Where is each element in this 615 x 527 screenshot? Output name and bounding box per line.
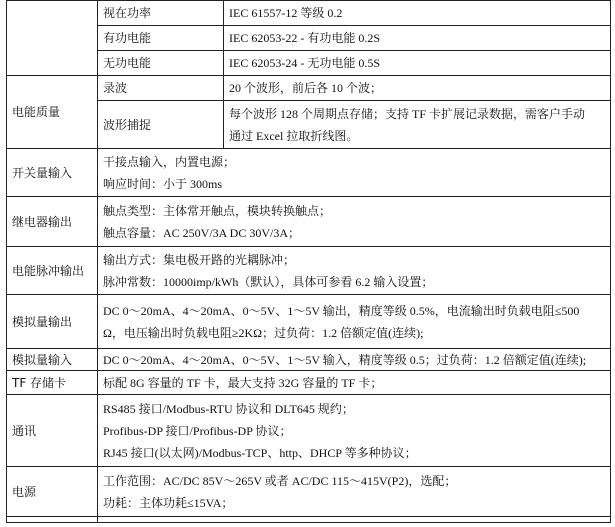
value-analog-input: DC 0～20mA、4～20mA、0～5V、1～5V 输入，精度等级 0.5；过负荷：1.2 倍额定值(连续); xyxy=(98,349,611,371)
waveform-capture-line-2: 通过 Excel 拉取折线图。 xyxy=(229,128,359,143)
category-relay-output: 继电器输出 xyxy=(7,197,98,247)
pulse-output-line-1: 输出方式：集电极开路的光耦脉冲； xyxy=(103,252,296,267)
communication-line-3: RJ45 接口(以太网)/Modbus-TCP、http、DHCP 等多种协议； xyxy=(103,445,417,460)
value-pulse-output xyxy=(98,247,611,295)
category-tf-card: TF 存储卡 xyxy=(7,371,98,395)
analog-output-line-2: Ω，电压输出时负载电阻≥2KΩ；过负荷：1.2 倍额定值(连续); xyxy=(103,325,424,340)
specification-table xyxy=(6,0,611,523)
category-power-supply: 电源 xyxy=(7,467,98,517)
category-cell-blank xyxy=(7,1,98,76)
power-supply-line-2: 功耗：主体功耗≤15VA； xyxy=(103,495,234,510)
value-communication xyxy=(98,395,611,467)
table-row xyxy=(7,295,611,349)
table-row xyxy=(7,517,611,523)
sub-label-apparent-power: 视在功率 xyxy=(98,1,224,26)
sub-label-wave-recording: 录波 xyxy=(98,76,224,101)
table-row xyxy=(7,76,611,101)
value-apparent-power: IEC 61557-12 等级 0.2 xyxy=(224,1,611,26)
category-pulse-output: 电能脉冲输出 xyxy=(7,247,98,295)
table-row xyxy=(7,26,611,51)
sub-label-active-energy: 有功电能 xyxy=(98,26,224,51)
category-communication: 通讯 xyxy=(7,395,98,467)
analog-output-line-1: DC 0～20mA、4～20mA、0～5V、1～5V 输出，精度等级 0.5%，电流输出时负载电阻≤500 xyxy=(103,303,580,318)
trailing-empty-value xyxy=(98,517,611,523)
category-analog-input: 模拟量输入 xyxy=(7,349,98,371)
table-row xyxy=(7,467,611,517)
switch-input-line-1: 干接点输入，内置电源； xyxy=(103,154,236,169)
value-active-energy: IEC 62053-22 - 有功电能 0.2S xyxy=(224,26,611,51)
value-waveform-capture xyxy=(224,101,611,149)
table-row xyxy=(7,371,611,395)
sub-label-reactive-energy: 无功电能 xyxy=(98,51,224,76)
communication-line-1: RS485 接口/Modbus-RTU 协议和 DLT645 规约； xyxy=(103,401,354,416)
table-row xyxy=(7,101,611,149)
category-analog-output: 模拟量输出 xyxy=(7,295,98,349)
power-supply-line-1: 工作范围：AC/DC 85V～265V 或者 AC/DC 115～415V(P2)，选配； xyxy=(103,473,457,488)
table-row xyxy=(7,51,611,76)
communication-line-2: Profibus-DP 接口/Profibus-DP 协议； xyxy=(103,423,292,438)
table-row xyxy=(7,149,611,197)
table-row xyxy=(7,349,611,371)
pulse-output-line-2: 脉冲常数：10000imp/kWh（默认），具体可参看 6.2 输入设置； xyxy=(103,274,434,289)
category-switch-input: 开关量输入 xyxy=(7,149,98,197)
value-wave-recording: 20 个波形，前后各 10 个波； xyxy=(224,76,611,101)
table-row xyxy=(7,1,611,26)
value-reactive-energy: IEC 62053-24 - 无功电能 0.5S xyxy=(224,51,611,76)
switch-input-line-2: 响应时间：小于 300ms xyxy=(103,176,223,191)
trailing-empty-cell xyxy=(7,517,98,523)
value-power-supply xyxy=(98,467,611,517)
sub-label-waveform-capture: 波形捕捉 xyxy=(98,101,224,149)
relay-output-line-2: 触点容量：AC 250V/3A DC 30V/3A； xyxy=(103,225,301,240)
category-power-quality: 电能质量 xyxy=(7,76,98,149)
waveform-capture-line-1: 每个波形 128 个周期点存储；支持 TF 卡扩展记录数据，需客户手动 xyxy=(229,106,586,121)
value-analog-output xyxy=(98,295,611,349)
value-relay-output xyxy=(98,197,611,247)
value-switch-input xyxy=(98,149,611,197)
table-row xyxy=(7,395,611,467)
table-row xyxy=(7,197,611,247)
value-tf-card: 标配 8G 容量的 TF 卡，最大支持 32G 容量的 TF 卡； xyxy=(98,371,611,395)
table-row xyxy=(7,247,611,295)
relay-output-line-1: 触点类型：主体常开触点，模块转换触点； xyxy=(103,203,332,218)
